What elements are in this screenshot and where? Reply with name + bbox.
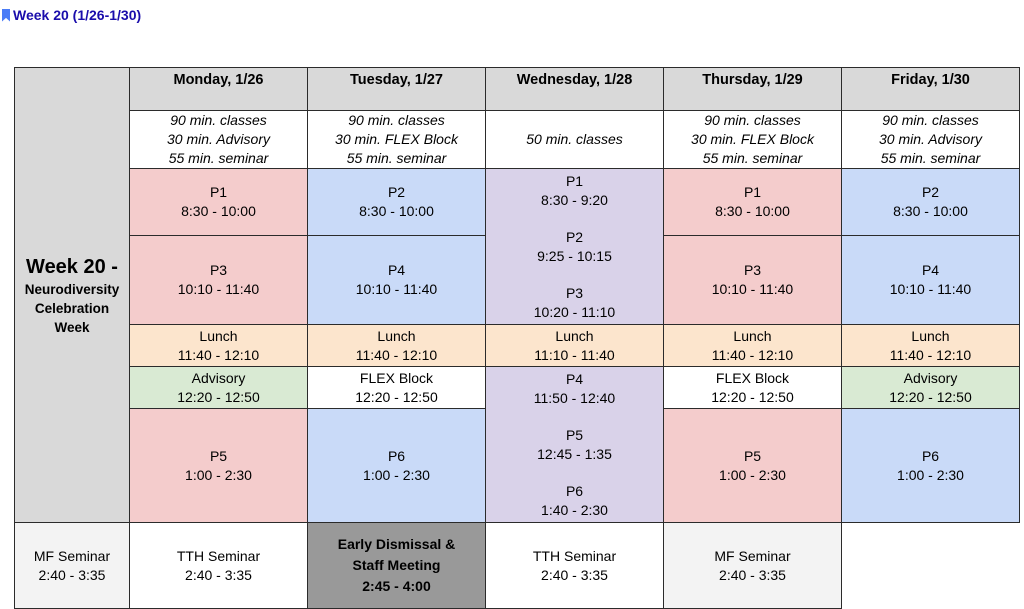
- event-line: Staff Meeting: [352, 557, 441, 573]
- period-time: 10:10 - 11:40: [711, 281, 794, 297]
- period-name: P5: [209, 447, 228, 464]
- period-time: 1:00 - 2:30: [185, 466, 252, 483]
- period-name: Lunch: [911, 327, 950, 344]
- note-line: 30 min. FLEX Block: [691, 131, 814, 147]
- period-time: 11:10 - 11:40: [534, 346, 615, 363]
- period-cell-tuesday-p2: [308, 169, 486, 236]
- page-heading-text: Week 20 (1/26-1/30): [13, 7, 142, 23]
- lunch-cell-tuesday: [308, 325, 486, 367]
- period-time: 12:45 - 1:35: [537, 445, 612, 462]
- period-time: 8:30 - 9:20: [541, 191, 608, 208]
- period-time: 12:20 - 12:50: [355, 388, 438, 405]
- lunch-cell-wednesday: [486, 325, 664, 367]
- lunch-cell-friday: [842, 325, 1020, 367]
- period-cell-monday-p1: [130, 169, 308, 236]
- advisory-cell-monday: [130, 367, 308, 409]
- note-line: 90 min. classes: [170, 112, 267, 128]
- lunch-row: [15, 325, 1020, 367]
- period-cell-wednesday-morning: [486, 169, 664, 325]
- period-name: P1: [743, 184, 762, 200]
- period-name: P3: [743, 262, 762, 278]
- period-time: 10:10 - 11:40: [177, 281, 260, 297]
- period-time: 8:30 - 10:00: [715, 203, 790, 219]
- period-name: P5: [743, 447, 762, 464]
- period-time: 11:40 - 12:10: [355, 346, 438, 363]
- page-heading-link[interactable]: [2, 5, 141, 25]
- note-line: 90 min. classes: [704, 112, 801, 128]
- period-name: TTH Seminar: [176, 547, 261, 564]
- advisory-cell-friday: [842, 367, 1020, 409]
- period-name: TTH Seminar: [532, 547, 617, 564]
- note-line: 55 min. seminar: [702, 150, 803, 166]
- period-time: 12:20 - 12:50: [177, 388, 260, 405]
- period-cell-friday-p6: [842, 409, 1020, 523]
- period-cell-friday-p2: [842, 169, 1020, 236]
- period-cell-tuesday-p4: [308, 236, 486, 325]
- note-line: 30 min. FLEX Block: [335, 131, 458, 147]
- period-name: P6: [565, 482, 584, 499]
- period-name: P4: [387, 262, 406, 278]
- period-cell-thursday-p5: [664, 409, 842, 523]
- period-name: Lunch: [199, 327, 238, 344]
- period-name: P2: [565, 228, 584, 245]
- period-time: 2:40 - 3:35: [38, 566, 106, 583]
- period-time: 12:20 - 12:50: [711, 388, 794, 405]
- block-row-1: [15, 169, 1020, 236]
- seminar-cell-monday: [15, 523, 130, 609]
- note-cell-wednesday: [486, 111, 664, 169]
- period-time: 11:40 - 12:10: [889, 346, 972, 363]
- week-subtitle-line: Celebration: [34, 300, 110, 316]
- note-line: 30 min. Advisory: [167, 131, 270, 147]
- note-line: 55 min. seminar: [880, 150, 981, 166]
- period-name: P6: [921, 447, 940, 464]
- period-cell-thursday-p3: [664, 236, 842, 325]
- period-name: MF Seminar: [33, 547, 111, 564]
- period-cell-tuesday-p6: [308, 409, 486, 523]
- period-time: 8:30 - 10:00: [893, 203, 968, 219]
- note-cell-friday: [842, 111, 1020, 169]
- period-time: 9:25 - 10:15: [537, 247, 612, 264]
- period-name: P1: [565, 172, 584, 189]
- day-header-row: [15, 68, 1020, 111]
- note-line: 55 min. seminar: [168, 150, 269, 166]
- day-header-monday: Monday, 1/26: [130, 68, 308, 111]
- period-time: 11:40 - 12:10: [711, 346, 794, 363]
- period-name: P1: [209, 184, 228, 200]
- period-time: 1:00 - 2:30: [363, 466, 430, 483]
- period-time: 10:10 - 11:40: [355, 281, 438, 297]
- period-cell-monday-p3: [130, 236, 308, 325]
- seminar-cell-thursday: [486, 523, 664, 609]
- period-name: P4: [921, 262, 940, 278]
- note-line: 55 min. seminar: [346, 150, 447, 166]
- week-subtitle-line: Neurodiversity: [24, 281, 120, 297]
- event-time: 2:45 - 4:00: [362, 578, 431, 594]
- period-time: 10:10 - 11:40: [889, 281, 972, 297]
- period-name: MF Seminar: [714, 547, 791, 564]
- period-time: 8:30 - 10:00: [359, 203, 434, 219]
- early-dismissal-cell-wednesday: [308, 523, 486, 609]
- period-time: 8:30 - 10:00: [181, 203, 256, 219]
- period-name: FLEX Block: [715, 369, 790, 386]
- seminar-cell-tuesday: [130, 523, 308, 609]
- period-name: P3: [565, 284, 584, 301]
- period-time: 2:40 - 3:35: [719, 566, 786, 583]
- period-time: 11:40 - 12:10: [177, 346, 260, 363]
- period-cell-friday-p4: [842, 236, 1020, 325]
- period-time: 1:00 - 2:30: [897, 466, 964, 483]
- week-label-cell: [15, 68, 130, 523]
- lunch-cell-thursday: [664, 325, 842, 367]
- lunch-cell-monday: [130, 325, 308, 367]
- note-line: 30 min. Advisory: [879, 131, 982, 147]
- period-time: 2:40 - 3:35: [541, 566, 608, 583]
- period-time: 2:40 - 3:35: [185, 566, 252, 583]
- note-line: 90 min. classes: [348, 112, 445, 128]
- event-line: Early Dismissal &: [337, 536, 456, 552]
- period-name: Lunch: [733, 327, 772, 344]
- period-cell-monday-p5: [130, 409, 308, 523]
- seminar-row: [15, 523, 1020, 609]
- period-time: 11:50 - 12:40: [533, 389, 616, 406]
- period-name: P2: [387, 184, 406, 200]
- flex-cell-thursday: [664, 367, 842, 409]
- period-cell-wednesday-afternoon: [486, 367, 664, 523]
- period-name: P6: [387, 447, 406, 464]
- week-title: Week 20 -: [26, 255, 118, 278]
- day-header-friday: Friday, 1/30: [842, 68, 1020, 111]
- notes-row: [15, 111, 1020, 169]
- seminar-cell-friday: [664, 523, 842, 609]
- period-time: 10:20 - 11:10: [533, 303, 616, 320]
- bookmark-icon: [2, 9, 10, 22]
- day-header-thursday: Thursday, 1/29: [664, 68, 842, 111]
- period-name: P2: [921, 184, 940, 200]
- note-cell-tuesday: [308, 111, 486, 169]
- period-name: Advisory: [903, 369, 958, 386]
- period-name: Lunch: [377, 327, 416, 344]
- period-cell-thursday-p1: [664, 169, 842, 236]
- advisory-flex-row: [15, 367, 1020, 409]
- period-name: FLEX Block: [359, 369, 434, 386]
- note-cell-thursday: [664, 111, 842, 169]
- period-time: 1:40 - 2:30: [541, 501, 608, 518]
- flex-cell-tuesday: [308, 367, 486, 409]
- note-line: 90 min. classes: [882, 112, 979, 128]
- note-cell-monday: [130, 111, 308, 169]
- day-header-wednesday: Wednesday, 1/28: [486, 68, 664, 111]
- note-line: 50 min. classes: [526, 131, 623, 147]
- period-name: P5: [565, 426, 584, 443]
- period-name: P4: [565, 370, 584, 387]
- week-subtitle-line: Week: [54, 319, 90, 335]
- period-time: 1:00 - 2:30: [719, 466, 786, 483]
- period-name: Advisory: [191, 369, 246, 386]
- day-header-tuesday: Tuesday, 1/27: [308, 68, 486, 111]
- schedule-table: [14, 67, 1020, 609]
- period-name: P3: [209, 262, 228, 278]
- period-time: 12:20 - 12:50: [889, 388, 972, 405]
- period-name: Lunch: [555, 327, 594, 344]
